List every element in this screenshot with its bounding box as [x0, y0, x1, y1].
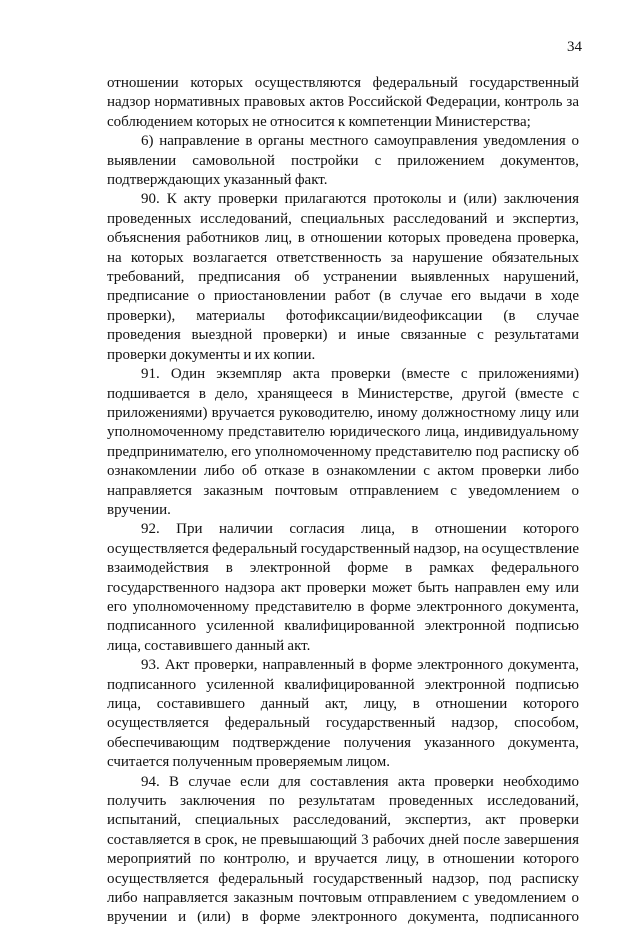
paragraph-clause-90: 90. К акту проверки прилагаются протоколы и (или) заключения проведенных исследований, специальных расследований и экспертиз, объяснения работников лиц, в отношении которых проведена проверка, на которых возлагается ответственность за нарушение обязательных требований, предписания об устранении выявленных нарушений, предписание о приостановлении работ (в случае его выдачи в ходе проверки), материалы фотофиксации/видеофиксации (в случае проведения выездной проверки) и иные связанные с результатами проверки документы и их копии.	[107, 191, 579, 363]
page-number: 34	[567, 39, 582, 55]
paragraph-continuation: отношении которых осуществляются федеральный государственный надзор нормативных правовых актов Российской Федерации, контроль за соблюдением которых не относится к компетенции Министерства;	[107, 75, 579, 130]
paragraph-item-6: 6) направление в органы местного самоуправления уведомления о выявлении самовольной постройки с приложением документов, подтверждающих указанный факт.	[107, 133, 579, 189]
document-body	[107, 74, 579, 928]
paragraph-clause-94: 94. В случае если для составления акта проверки необходимо получить заключения по результатам проведенных исследований, испытаний, специальных расследований, экспертиз, акт проверки составляется в срок, не превышающий 3 рабочих дней после завершения мероприятий по контролю, и вручается лицу, в отношении которого осуществляется федеральный государственный надзор, под расписку либо направляется заказным почтовым отправлением с уведомлением о вручении и (или) в форме электронного документа, подписанного	[107, 773, 579, 926]
paragraph-clause-91: 91. Один экземпляр акта проверки (вместе с приложениями) подшивается в дело, хранящееся в Министерстве, другой (вместе с приложениями) вручается руководителю, иному должностному лицу или уполномоченному представителю юридического лица, индивидуальному предпринимателю, его уполномоченному представителю под расписку об ознакомлении либо об отказе в ознакомлении с актом проверки либо направляется заказным почтовым отправлением с уведомлением о вручении.	[107, 366, 579, 518]
paragraph-clause-92: 92. При наличии согласия лица, в отношении которого осуществляется федеральный государственный надзор, на осуществление взаимодействия в электронной форме в рамках федерального государственного надзора акт проверки может быть направлен ему или его уполномоченному представителю в форме электронного документа, подписанного усиленной квалифицированной электронной подписью лица, составившего данный акт.	[107, 521, 579, 654]
paragraph-clause-93: 93. Акт проверки, направленный в форме электронного документа, подписанного усиленной квалифицированной электронной подписью лица, составившего данный акт, лицу, в отношении которого осуществляется федеральный государственный надзор, способом, обеспечивающим подтверждение получения указанного документа, считается полученным проверяемым лицом.	[107, 657, 579, 771]
